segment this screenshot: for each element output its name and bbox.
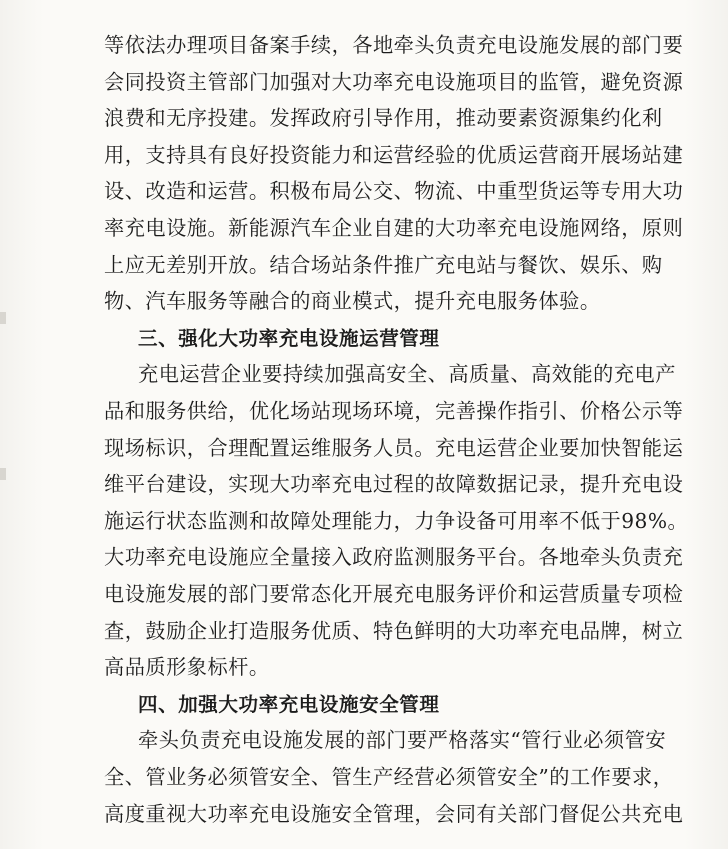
paragraph-line: 浪费和无序投建。发挥政府引导作用，推动要素资源集约化利 bbox=[104, 106, 663, 130]
paragraph-line: 上应无差别开放。结合场站条件推广充电站与餐饮、娱乐、购 bbox=[104, 253, 663, 277]
paragraph-line: 现场标识，合理配置运维服务人员。充电运营企业要加快智能运 bbox=[104, 436, 684, 460]
paragraph-line: 会同投资主管部门加强对大功率充电设施项目的监管，避免资源 bbox=[104, 70, 684, 94]
section-heading-4: 四、加强大功率充电设施安全管理 bbox=[138, 693, 440, 716]
paragraph-line: 查，鼓励企业打造服务优质、特色鲜明的大功率充电品牌，树立 bbox=[104, 619, 684, 643]
paragraph-line: 牵头负责充电设施发展的部门要严格落实“管行业必须管安 bbox=[138, 728, 667, 752]
paragraph-line: 设、改造和运营。积极布局公交、物流、中重型货运等专用大功 bbox=[104, 179, 684, 203]
paragraph-line: 用，支持具有良好投资能力和运营经验的优质运营商开展场站建 bbox=[104, 143, 684, 167]
paragraph-line: 充电运营企业要持续加强高安全、高质量、高效能的充电产 bbox=[138, 362, 676, 386]
section-heading-3: 三、强化大功率充电设施运营管理 bbox=[138, 327, 440, 350]
paragraph-line: 维平台建设，实现大功率充电过程的故障数据记录，提升充电设 bbox=[104, 472, 684, 496]
paragraph-line: 电设施发展的部门要常态化开展充电服务评价和运营质量专项检 bbox=[104, 582, 684, 606]
paragraph-line: 大功率充电设施应全量接入政府监测服务平台。各地牵头负责充 bbox=[104, 545, 684, 569]
scan-edge-mark bbox=[0, 312, 6, 324]
paragraph-line: 高品质形象标杆。 bbox=[104, 655, 270, 679]
paragraph-line: 全、管业务必须管安全、管生产经营必须管安全”的工作要求， bbox=[104, 765, 674, 789]
scan-edge-mark bbox=[0, 468, 6, 480]
paragraph-line: 品和服务供给，优化场站现场环境，完善操作指引、价格公示等 bbox=[104, 399, 684, 423]
paragraph-line: 率充电设施。新能源汽车企业自建的大功率充电设施网络，原则 bbox=[104, 216, 684, 240]
paragraph-line: 高度重视大功率充电设施安全管理，会同有关部门督促公共充电 bbox=[104, 802, 684, 826]
paragraph-line: 施运行状态监测和故障处理能力，力争设备可用率不低于98%。 bbox=[104, 509, 689, 533]
paragraph-line: 物、汽车服务等融合的商业模式，提升充电服务体验。 bbox=[104, 289, 601, 313]
paragraph-line: 等依法办理项目备案手续，各地牵头负责充电设施发展的部门要 bbox=[104, 33, 684, 57]
